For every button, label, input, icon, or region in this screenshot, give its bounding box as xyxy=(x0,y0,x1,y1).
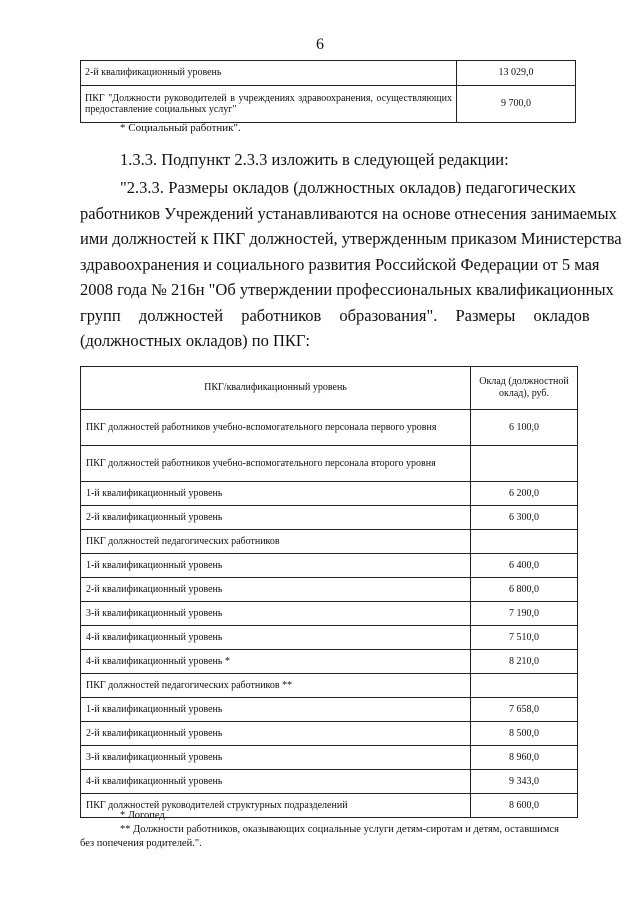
row-value xyxy=(471,530,578,554)
paragraph-line: "2.3.3. Размеры окладов (должностных окладов) педагогических xyxy=(120,178,576,197)
row-label: 1-й квалификационный уровень xyxy=(81,698,471,722)
row-label: ПКГ должностей работников учебно-вспомогательного персонала второго уровня xyxy=(81,446,471,482)
row-label: 2-й квалификационный уровень xyxy=(81,578,471,602)
row-value: 6 300,0 xyxy=(471,506,578,530)
row-value: 13 029,0 xyxy=(457,61,576,86)
header-level: ПКГ/квалификационный уровень xyxy=(81,367,471,410)
paragraph-subitem: 1.3.3. Подпункт 2.3.3 изложить в следующей редакции: xyxy=(120,150,509,169)
table-row xyxy=(81,626,578,650)
page-number: 6 xyxy=(316,36,324,53)
row-label: 4-й квалификационный уровень xyxy=(81,770,471,794)
row-label: 4-й квалификационный уровень * xyxy=(81,650,471,674)
table-row xyxy=(81,410,578,446)
note-social-worker: * Социальный работник". xyxy=(120,122,241,134)
paragraph-line: работников Учреждений устанавливаются на основе отнесения занимаемых xyxy=(80,204,617,223)
row-value: 8 210,0 xyxy=(471,650,578,674)
row-label: 1-й квалификационный уровень xyxy=(81,482,471,506)
row-value: 8 960,0 xyxy=(471,746,578,770)
paragraph-line: (должностных окладов) по ПКГ: xyxy=(80,331,311,350)
row-label: ПКГ должностей работников учебно-вспомогательного персонала первого уровня xyxy=(81,410,471,446)
row-label: ПКГ "Должности руководителей в учреждениях здравоохранения, осуществляющих предоставление социальных услуг" xyxy=(81,86,457,123)
row-label: 3-й квалификационный уровень xyxy=(81,602,471,626)
table-row xyxy=(81,722,578,746)
row-value: 8 600,0 xyxy=(471,794,578,818)
table-row xyxy=(81,770,578,794)
row-label: ПКГ должностей педагогических работников xyxy=(81,530,471,554)
row-value xyxy=(471,446,578,482)
paragraph-line: ими должностей к ПКГ должностей, утвержденным приказом Министерства xyxy=(80,229,622,248)
row-label: ПКГ должностей педагогических работников ** xyxy=(81,674,471,698)
footnote-orphans-line1: ** Должности работников, оказывающих социальные услуги детям-сиротам и детям, оставшимся xyxy=(120,824,560,835)
table-row xyxy=(81,506,578,530)
row-value: 6 400,0 xyxy=(471,554,578,578)
table-row xyxy=(81,554,578,578)
row-value: 7 658,0 xyxy=(471,698,578,722)
table-row xyxy=(81,86,576,123)
row-value: 6 200,0 xyxy=(471,482,578,506)
table-row xyxy=(81,578,578,602)
table-row xyxy=(81,61,576,86)
footnote-speech-therapist: * Логопед. xyxy=(120,810,168,821)
row-value: 7 190,0 xyxy=(471,602,578,626)
row-value: 6 100,0 xyxy=(471,410,578,446)
table-row xyxy=(81,698,578,722)
table-row xyxy=(81,482,578,506)
row-value: 9 700,0 xyxy=(457,86,576,123)
row-label: 2-й квалификационный уровень xyxy=(81,61,457,86)
row-value xyxy=(471,674,578,698)
row-label: 2-й квалификационный уровень xyxy=(81,506,471,530)
row-label: ПКГ должностей руководителей структурных подразделений xyxy=(81,794,471,818)
salary-table xyxy=(80,366,578,818)
paragraph-line: 2008 года № 216н "Об утверждении профессиональных квалификационных xyxy=(80,280,614,299)
table-row xyxy=(81,650,578,674)
table-row xyxy=(81,746,578,770)
row-value: 9 343,0 xyxy=(471,770,578,794)
row-value: 7 510,0 xyxy=(471,626,578,650)
table-row xyxy=(81,674,578,698)
row-value: 8 500,0 xyxy=(471,722,578,746)
footnote-orphans-line2: без попечения родителей.". xyxy=(80,838,202,849)
header-salary: Оклад (должностной оклад), руб. xyxy=(471,367,578,410)
top-table xyxy=(80,60,576,123)
row-value: 6 800,0 xyxy=(471,578,578,602)
row-label: 4-й квалификационный уровень xyxy=(81,626,471,650)
table-header xyxy=(81,367,578,410)
paragraph-line: здравоохранения и социального развития Российской Федерации от 5 мая xyxy=(80,255,600,274)
table-row xyxy=(81,446,578,482)
table-row xyxy=(81,602,578,626)
row-label: 2-й квалификационный уровень xyxy=(81,722,471,746)
row-label: 1-й квалификационный уровень xyxy=(81,554,471,578)
row-label: 3-й квалификационный уровень xyxy=(81,746,471,770)
paragraph-line: групп должностей работников образования". Размеры окладов xyxy=(80,306,590,325)
table-row xyxy=(81,530,578,554)
